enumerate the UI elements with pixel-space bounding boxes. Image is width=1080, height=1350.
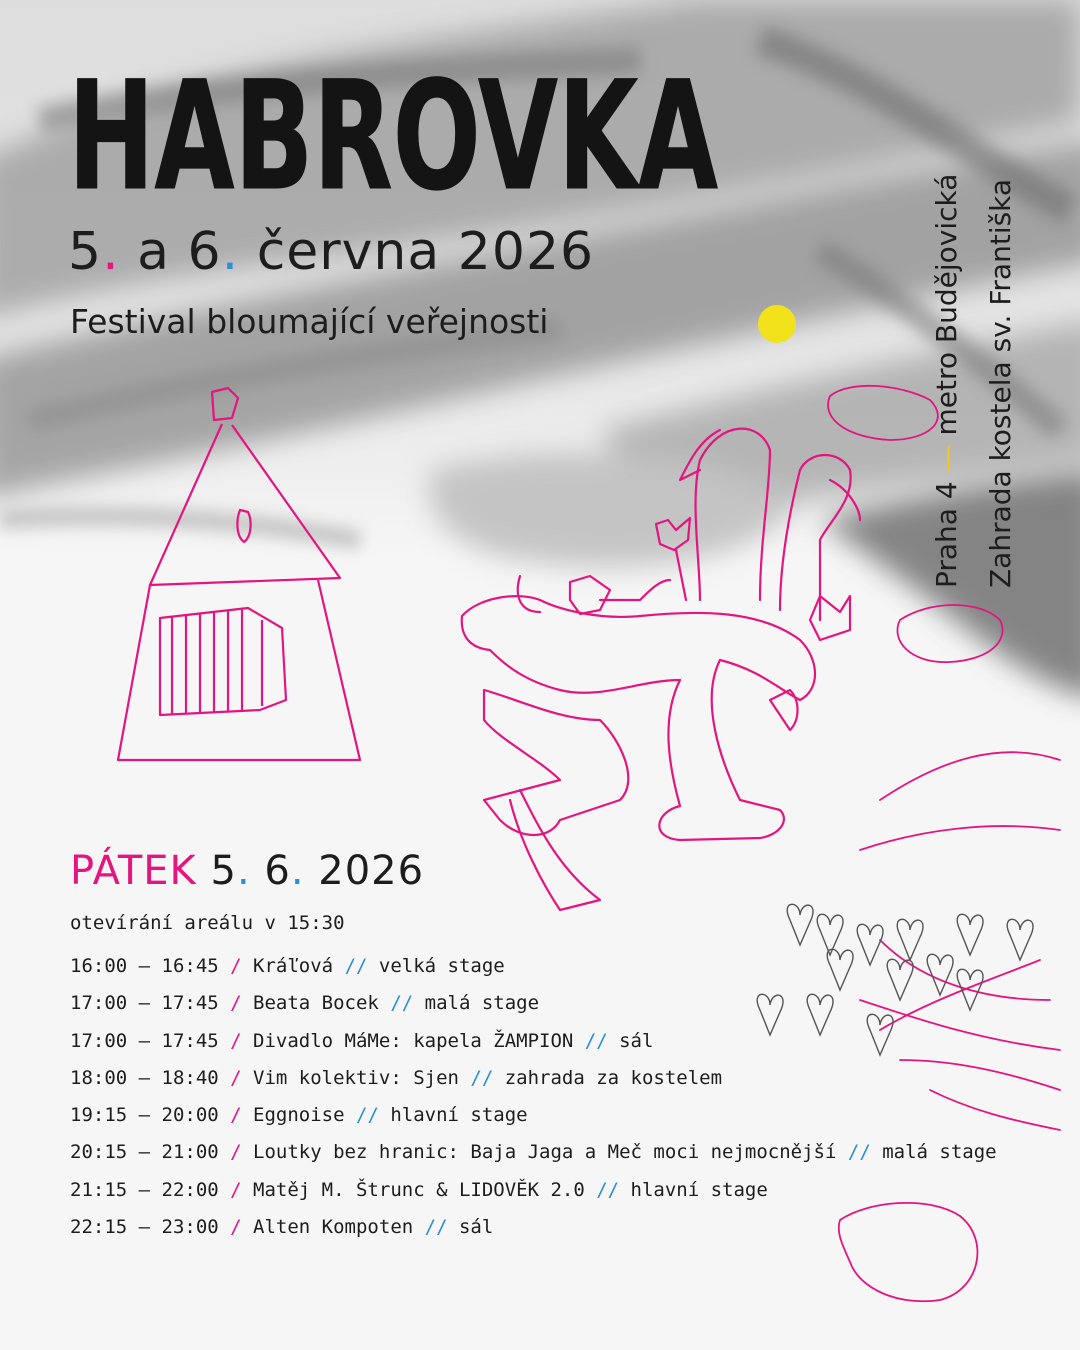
schedule-item: 17:00 – 17:45 / Beata Bocek // malá stage <box>70 992 540 1015</box>
schedule-item: 22:15 – 23:00 / Alten Kompoten // sál <box>70 1216 494 1239</box>
festival-dates: 5. a 6. června 2026 <box>68 222 595 282</box>
logo-text: HABROVKA <box>68 50 718 224</box>
location-line-1: Praha 4 — metro Budějovická <box>930 173 963 588</box>
schedule-item: 19:15 – 20:00 / Eggnoise // hlavní stage <box>70 1104 528 1127</box>
opening-time: otevírání areálu v 15:30 <box>70 912 345 934</box>
schedule-item: 20:15 – 21:00 / Loutky bez hranic: Baja Jaga a Meč moci nejmocnější // malá stage <box>70 1141 997 1164</box>
schedule-item: 17:00 – 17:45 / Divadlo MáMe: kapela ŽAMPION // sál <box>70 1029 654 1052</box>
festival-tagline: Festival bloumající veřejnosti <box>70 302 549 341</box>
schedule-item: 18:00 – 18:40 / Vim kolektiv: Sjen // zahrada za kostelem <box>70 1066 723 1089</box>
location-line-2: Zahrada kostela sv. Františka <box>984 178 1017 588</box>
day-heading: PÁTEK 5. 6. 2026 <box>70 848 425 894</box>
yellow-sun-dot <box>758 305 796 343</box>
schedule-list <box>70 952 997 1250</box>
festival-logo <box>68 50 728 224</box>
schedule-item: 16:00 – 16:45 / Kráľová // velká stage <box>70 955 505 977</box>
schedule-item: 21:15 – 22:00 / Matěj M. Štrunc & LIDOVĚK 2.0 // hlavní stage <box>70 1178 768 1201</box>
